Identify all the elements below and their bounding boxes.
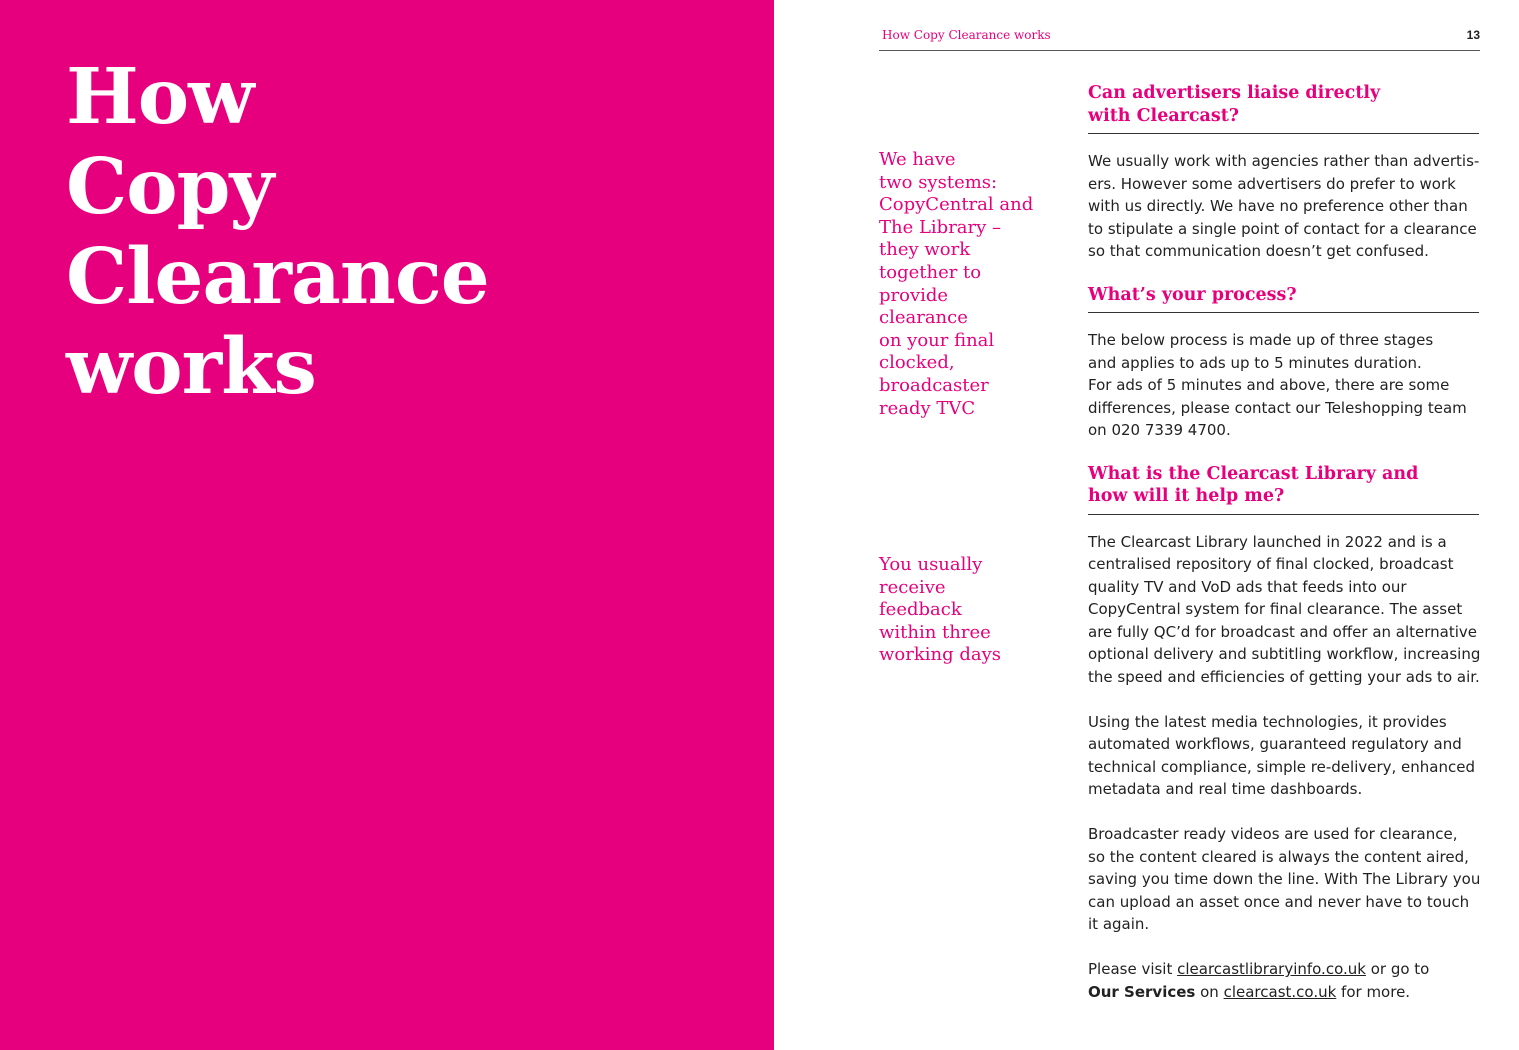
goto-text: or go to xyxy=(1365,960,1430,978)
body-line: metadata and real time dashboards. xyxy=(1088,780,1363,798)
body-line xyxy=(1088,958,1479,981)
pullquote-line: receive xyxy=(879,576,946,598)
title-line: How xyxy=(66,52,254,142)
heading-line: with Clearcast? xyxy=(1088,105,1240,126)
title-line: works xyxy=(66,322,316,412)
body-line: centralised repository of final clocked, broadcast xyxy=(1088,555,1454,573)
our-services-label: Our Services xyxy=(1088,982,1196,1001)
body-line: the speed and efficiencies of getting your ads to air. xyxy=(1088,667,1480,686)
body-line: For ads of 5 minutes and above, there are some xyxy=(1088,376,1450,394)
pullquote-feedback xyxy=(879,554,1001,667)
body-line: quality TV and VoD ads that feeds into our xyxy=(1088,577,1407,596)
title-line: Copy xyxy=(66,142,274,232)
body-line: with us directly. We have no preference other than xyxy=(1088,197,1468,215)
main-content xyxy=(1088,82,1479,1003)
body-line: ers. However some advertisers do prefer to work xyxy=(1088,174,1456,193)
body-line: CopyCentral system for final clearance. The asset xyxy=(1088,600,1463,618)
pullquote-line: provide xyxy=(879,284,949,306)
body-line: it again. xyxy=(1088,915,1150,933)
pullquote-line: clocked, xyxy=(879,352,955,374)
body-line: so the content cleared is always the content aired, xyxy=(1088,847,1469,866)
body-line: saving you time down the line. With The Library you xyxy=(1088,870,1481,888)
faq-answer-process xyxy=(1088,329,1479,442)
faq-answer-library-links xyxy=(1088,958,1479,1003)
more-text: for more. xyxy=(1336,982,1411,1001)
clearcast-link[interactable]: clearcast.co.uk xyxy=(1223,982,1337,1001)
body-line: The Clearcast Library launched in 2022 and is a xyxy=(1088,532,1447,551)
heading-line: Can advertisers liaise directly xyxy=(1088,83,1381,103)
faq-answer-liaise xyxy=(1088,150,1479,263)
heading-line: What’s your process? xyxy=(1088,284,1297,305)
body-line: We usually work with agencies rather than advertis- xyxy=(1088,152,1480,170)
pullquote-line: two systems: xyxy=(879,171,998,193)
body-line xyxy=(1088,981,1479,1004)
visit-text: Please visit xyxy=(1088,960,1178,978)
body-line: Broadcaster ready videos are used for clearance, xyxy=(1088,825,1458,843)
pullquote-line: within three xyxy=(879,621,991,643)
body-line: optional delivery and subtitling workflow, increasing xyxy=(1088,645,1481,663)
body-line: technical compliance, simple re-delivery, enhanced xyxy=(1088,757,1475,776)
pullquote-line: broadcaster xyxy=(879,374,989,396)
body-line: and applies to ads up to 5 minutes duration. xyxy=(1088,353,1422,372)
pullquote-line: together to xyxy=(879,261,982,283)
body-line: on 020 7339 4700. xyxy=(1088,421,1231,439)
body-line: differences, please contact our Teleshopping team xyxy=(1088,398,1467,417)
page-number: 13 xyxy=(1466,28,1480,42)
faq-heading-liaise xyxy=(1088,82,1479,134)
heading-line: What is the Clearcast Library and xyxy=(1088,463,1419,484)
right-panel xyxy=(774,0,1519,1050)
faq-answer-library-intro xyxy=(1088,531,1479,689)
page-title xyxy=(66,52,489,412)
title-line: Clearance xyxy=(66,232,489,322)
faq-answer-library-tech xyxy=(1088,711,1479,801)
pullquote-systems xyxy=(879,149,1033,420)
heading-line: how will it help me? xyxy=(1088,486,1285,506)
body-line: can upload an asset once and never have to touch xyxy=(1088,892,1470,911)
pullquote-line: You usually xyxy=(879,554,983,575)
body-line: The below process is made up of three stages xyxy=(1088,331,1434,349)
pullquote-line: feedback xyxy=(879,599,962,621)
pullquote-line: working days xyxy=(879,644,1002,666)
section-label: How Copy Clearance works xyxy=(882,28,1051,42)
pullquote-line: We have xyxy=(879,149,956,170)
body-line: are fully QC’d for broadcast and offer an alternative xyxy=(1088,622,1478,641)
pullquote-line: The Library – xyxy=(879,216,1002,238)
library-info-link[interactable]: clearcastlibraryinfo.co.uk xyxy=(1177,960,1366,978)
running-header xyxy=(879,26,1480,51)
on-text: on xyxy=(1195,982,1224,1001)
body-line: to stipulate a single point of contact for a clearance xyxy=(1088,219,1477,238)
body-line: so that communication doesn’t get confused. xyxy=(1088,242,1429,260)
pullquote-line: on your final xyxy=(879,329,995,351)
pullquote-line: clearance xyxy=(879,307,968,329)
pullquote-line: they work xyxy=(879,239,971,261)
body-line: automated workflows, guaranteed regulatory and xyxy=(1088,735,1462,753)
pullquote-line: CopyCentral and xyxy=(879,194,1034,216)
body-line: Using the latest media technologies, it provides xyxy=(1088,712,1447,731)
faq-heading-process xyxy=(1088,284,1479,314)
faq-answer-library-broadcaster xyxy=(1088,823,1479,936)
faq-heading-library xyxy=(1088,463,1479,515)
pullquote-line: ready TVC xyxy=(879,397,976,419)
